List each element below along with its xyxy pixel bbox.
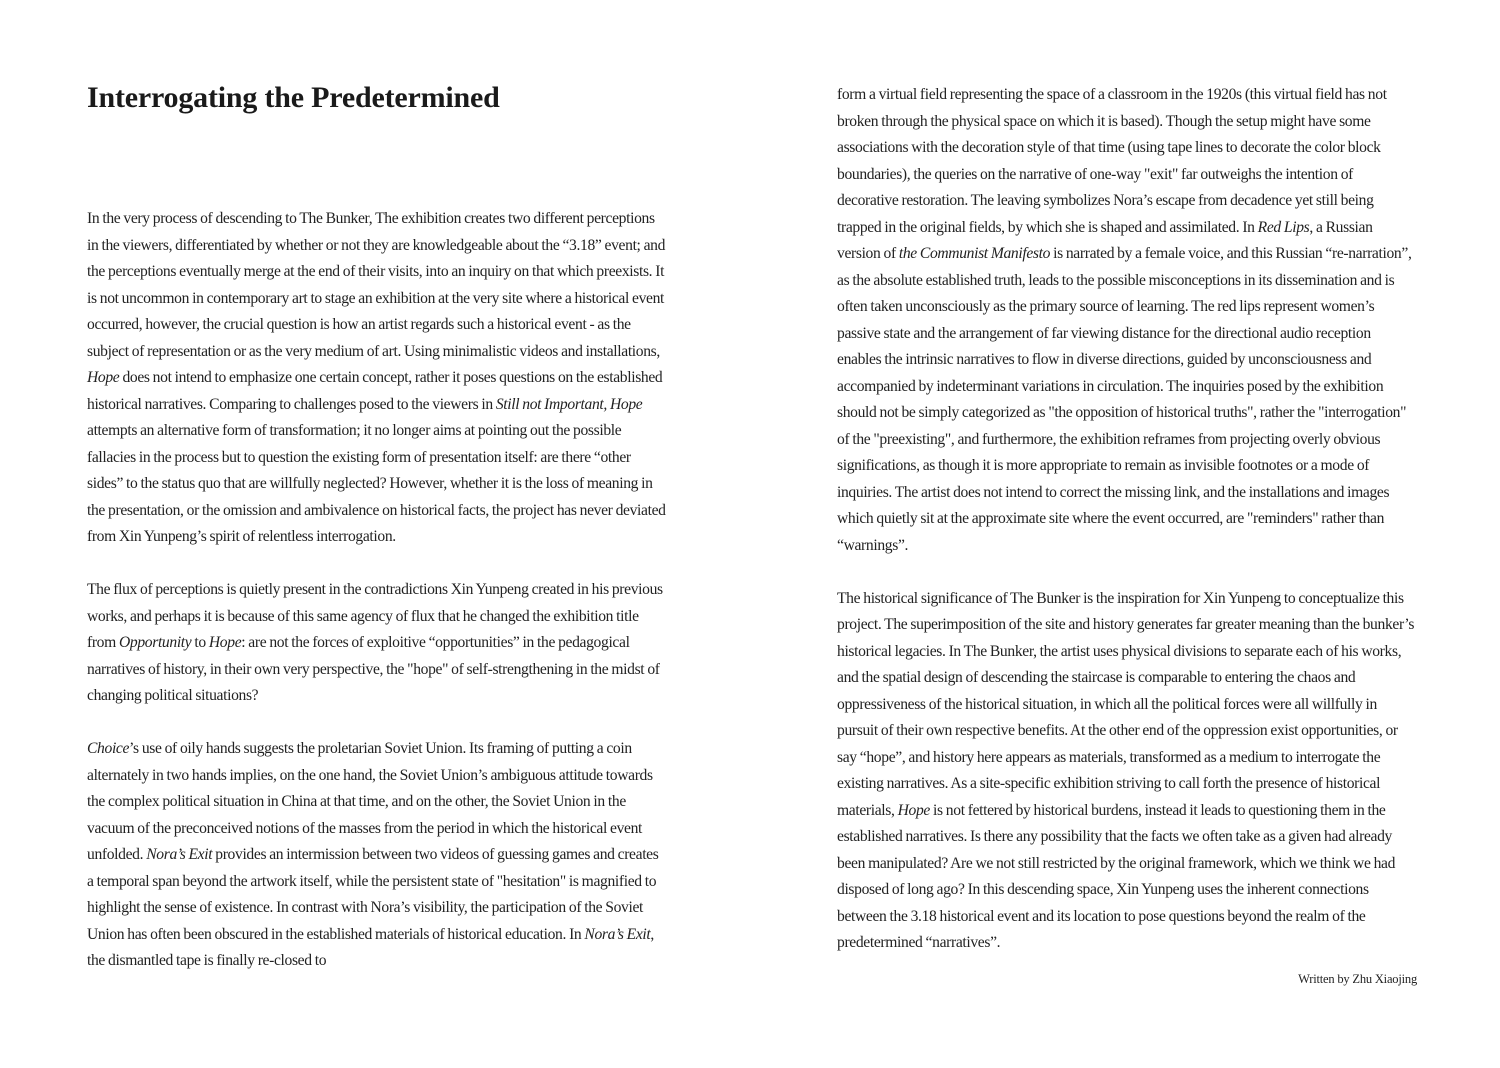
text-run: , the dismantled tape is finally re-closed to [87,925,654,969]
text-run: is narrated by a female voice, and this Russian “re-narration”, as the absolute established truth, leads to the possible misconceptions in its dissemination and is often taken unconsciously as the primary source of learning. The red lips represent women’s passive state and the arrangement of far viewing distance for the directional audio reception enables the intrinsic narratives to flow in diverse directions, guided by unconsciousness and accompanied by indeterminant variations in circulation. The inquiries posed by the exhibition should not be simply categorized as "the opposition of historical truths", rather the "interrogation" of the "preexisting", and furthermore, the exhibition reframes from projecting overly obvious significations, as though it is more appropriate to remain as invisible footnotes or a mode of inquiries. The artist does not intend to correct the missing link, and the installations and images which quietly sit at the approximate site where the event occurred, are "reminders" rather than “warnings”. [837,245,1412,554]
text-run: is not fettered by historical burdens, instead it leads to questioning them in the established narratives. Is there any possibility that the facts we often take as a given had already been manipulated? Are we not still restricted by the original framework, which we think we had disposed of long ago? In this descending space, Xin Yunpeng uses the inherent connections between the 3.18 historical event and its location to pose questions beyond the realm of the predetermined “narratives”. [837,801,1396,951]
left-paragraph-2 [87,577,667,710]
italic-title-run: Nora’s Exit [584,925,651,943]
right-page [837,82,1417,999]
text-run: In the very process of descending to The Bunker, The exhibition creates two different perceptions in the viewers, differentiated by whether or not they are knowledgeable about the “3.18” event; and the perceptions eventually merge at the end of their visits, into an inquiry on that which preexists. It is not uncommon in contemporary art to stage an exhibition at the very site where a historical event occurred, however, the crucial question is how an artist regards such a historical event - as the subject of representation or as the very medium of art. Using minimalistic videos and installations, [87,210,666,360]
italic-title-run: Hope [208,634,242,651]
text-run: The historical significance of The Bunker is the inspiration for Xin Yunpeng to conceptualize this project. The superimposition of the site and history generates far greater meaning than the bunker’s historical legacies. In The Bunker, the artist uses physical divisions to separate each of his works, and the spatial design of descending the staircase is comparable to entering the chaos and oppressiveness of the historical situation, in which all the political forces were all willfully in pursuit of their own respective benefits. At the other end of the oppression exist opportunities, or say “hope”, and history here appears as materials, transformed as a medium to interrogate the existing narratives. As a site-specific exhibition striving to call forth the presence of historical materials, [837,589,1415,819]
italic-title-run: the Communist Manifesto [898,245,1051,262]
left-paragraph-1 [87,206,667,551]
italic-title-run: Hope [87,369,120,386]
right-paragraph-1 [837,82,1417,559]
author-credit: Written by Zhu Xiaojing [1298,971,1417,986]
italic-title-run: Still not Important, Hope [495,395,643,413]
text-run: ’s use of oily hands suggests the proletarian Soviet Union. Its framing of putting a coin alternately in two hands implies, on the one hand, the Soviet Union’s ambiguous attitude towards the complex political situation in China at that time, and on the other, the Soviet Union in the vacuum of the preconceived notions of the masses from the period in which the historical event unfolded. [87,740,653,863]
text-run: attempts an alternative form of transformation; it no longer aims at pointing out the possible fallacies in the process but to question the existing form of presentation itself: are there “other sides” to the status quo that are willfully neglected? However, whether it is the loss of meaning in the presentation, or the omission and ambivalence on historical facts, the project has never deviated from Xin Yunpeng’s spirit of relentless interrogation. [87,422,666,545]
page-title: Interrogating the Predetermined [87,81,500,114]
text-run: : are not the forces of exploitive “opportunities” in the pedagogical narratives of history, in their own very perspective, the "hope" of self-strengthening in the midst of changing political situations? [87,634,660,704]
italic-title-run: Opportunity [118,634,192,651]
right-paragraph-2 [837,586,1417,957]
left-paragraph-3 [87,736,667,975]
italic-title-run: Red Lips [1257,218,1310,236]
italic-title-run: Choice [87,740,130,757]
text-run: , a Russian version of [837,218,1373,262]
text-run: provides an intermission between two videos of guessing games and creates a temporal span beyond the artwork itself, while the persistent state of "hesitation" is magnified to highlight the sense of existence. In contrast with Nora’s visibility, the participation of the Soviet Union has often been obscured in the established materials of historical education. In [87,846,659,943]
text-run: does not intend to emphasize one certain concept, rather it poses questions on the established historical narratives. Comparing to challenges posed to the viewers in [87,369,663,413]
italic-title-run: Nora’s Exit [146,846,213,863]
left-page [87,80,667,975]
text-run: The flux of perceptions is quietly present in the contradictions Xin Yunpeng created in his previous works, and perhaps it is because of this same agency of flux that he changed the exhibition title from [87,581,663,651]
text-run: form a virtual field representing the space of a classroom in the 1920s (this virtual field has not broken through the physical space on which it is based). Though the setup might have some associations with the decoration style of that time (using tape lines to decorate the color block boundaries), the queries on the narrative of one-way "exit" far outweighs the intention of decorative restoration. The leaving symbolizes Nora’s escape from decadence yet still being trapped in the original fields, by which she is shaped and assimilated. In [837,86,1387,236]
italic-title-run: Hope [897,801,930,819]
text-run: to [191,634,209,651]
